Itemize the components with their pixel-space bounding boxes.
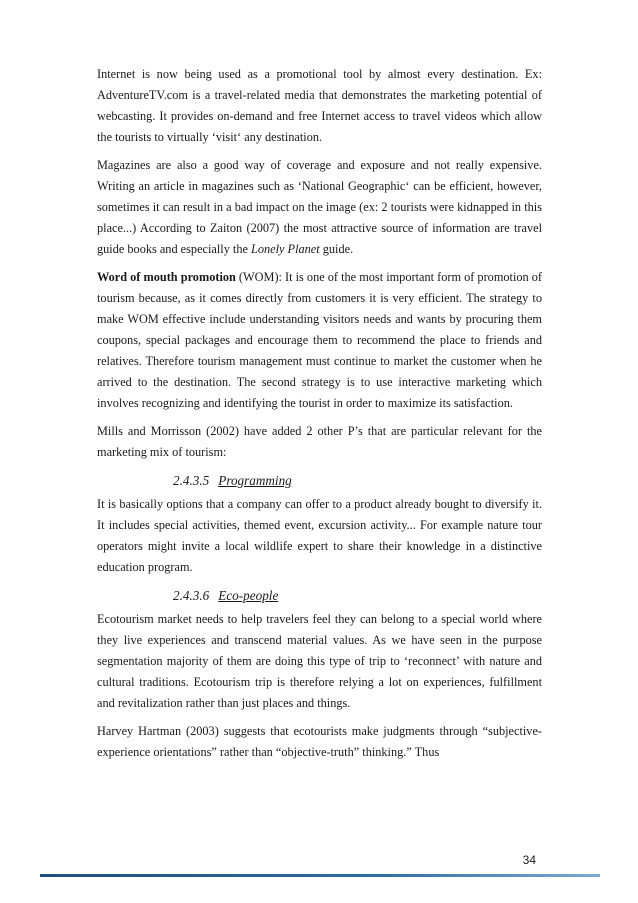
section-heading-eco-people [173,585,542,607]
lonely-planet-title: Lonely Planet [251,242,320,256]
section-title: Programming [218,473,292,488]
paragraph-wom-text: (WOM): It is one of the most important form of promotion of tourism because, as it comes directly from customers it is very efficient. The strategy to make WOM effective include understanding visitors needs and wants by procuring them coupons, special packages and encourage them to recommend the place to friends and relatives. Therefore tourism management must continue to market the customer when he arrived to the destination. The second strategy is to use interactive marketing which involves recognizing and identifying the tourist in order to maximize its satisfaction. [97,270,542,410]
paragraph-magazines-end: guide. [319,242,354,256]
footer-divider [40,874,600,877]
paragraph-internet: Internet is now being used as a promotional tool by almost every destination. Ex: AdventureTV.com is a travel-related media that demonstrates the marketing potential of webcasting. It provides on-demand and free Internet access to travel videos which allow the tourists to virtually ‘visit‘ any destination. [97,67,542,144]
paragraph-mills: Mills and Morrisson (2002) have added 2 other P’s that are particular relevant for the marketing mix of tourism: [97,424,542,459]
paragraph-hartman: Harvey Hartman (2003) suggests that ecotourists make judgments through “subjective-experience orientations” rather than “objective-truth” thinking.” Thus [97,724,542,759]
paragraph-magazines [97,155,542,260]
paragraph-ecotourism: Ecotourism market needs to help travelers feel they can belong to a special world where they live experiences and transcend material values. As we have seen in the purpose segmentation majority of them are doing this type of trip to ‘reconnect’ with nature and cultural traditions. Ecotourism trip is therefore relying a lot on experiences, fulfillment and revitalization rather than just places and things. [97,612,542,710]
section-heading-programming [173,470,542,492]
page-body [97,64,542,770]
paragraph-programming: It is basically options that a company can offer to a product already bought to diversify it. It includes special activities, themed event, excursion activity... For example nature tour operators might invite a local wildlife expert to share their knowledge in a distinctive education program. [97,497,542,574]
paragraph-magazines-text: Magazines are also a good way of coverage and exposure and not really expensive. Writing an article in magazines such as ‘National Geographic‘ can be efficient, however, sometimes it can result in a bad impact on the image (ex: 2 tourists were kidnapped in this place...) According to Zaiton (2007) the most attractive source of information are travel guide books and especially the [97,158,542,256]
section-number: 2.4.3.5 [173,473,210,488]
section-title: Eco-people [218,588,279,603]
section-number: 2.4.3.6 [173,588,210,603]
page-number: 34 [522,853,536,867]
wom-term: Word of mouth promotion [97,270,236,284]
paragraph-wom [97,267,542,414]
